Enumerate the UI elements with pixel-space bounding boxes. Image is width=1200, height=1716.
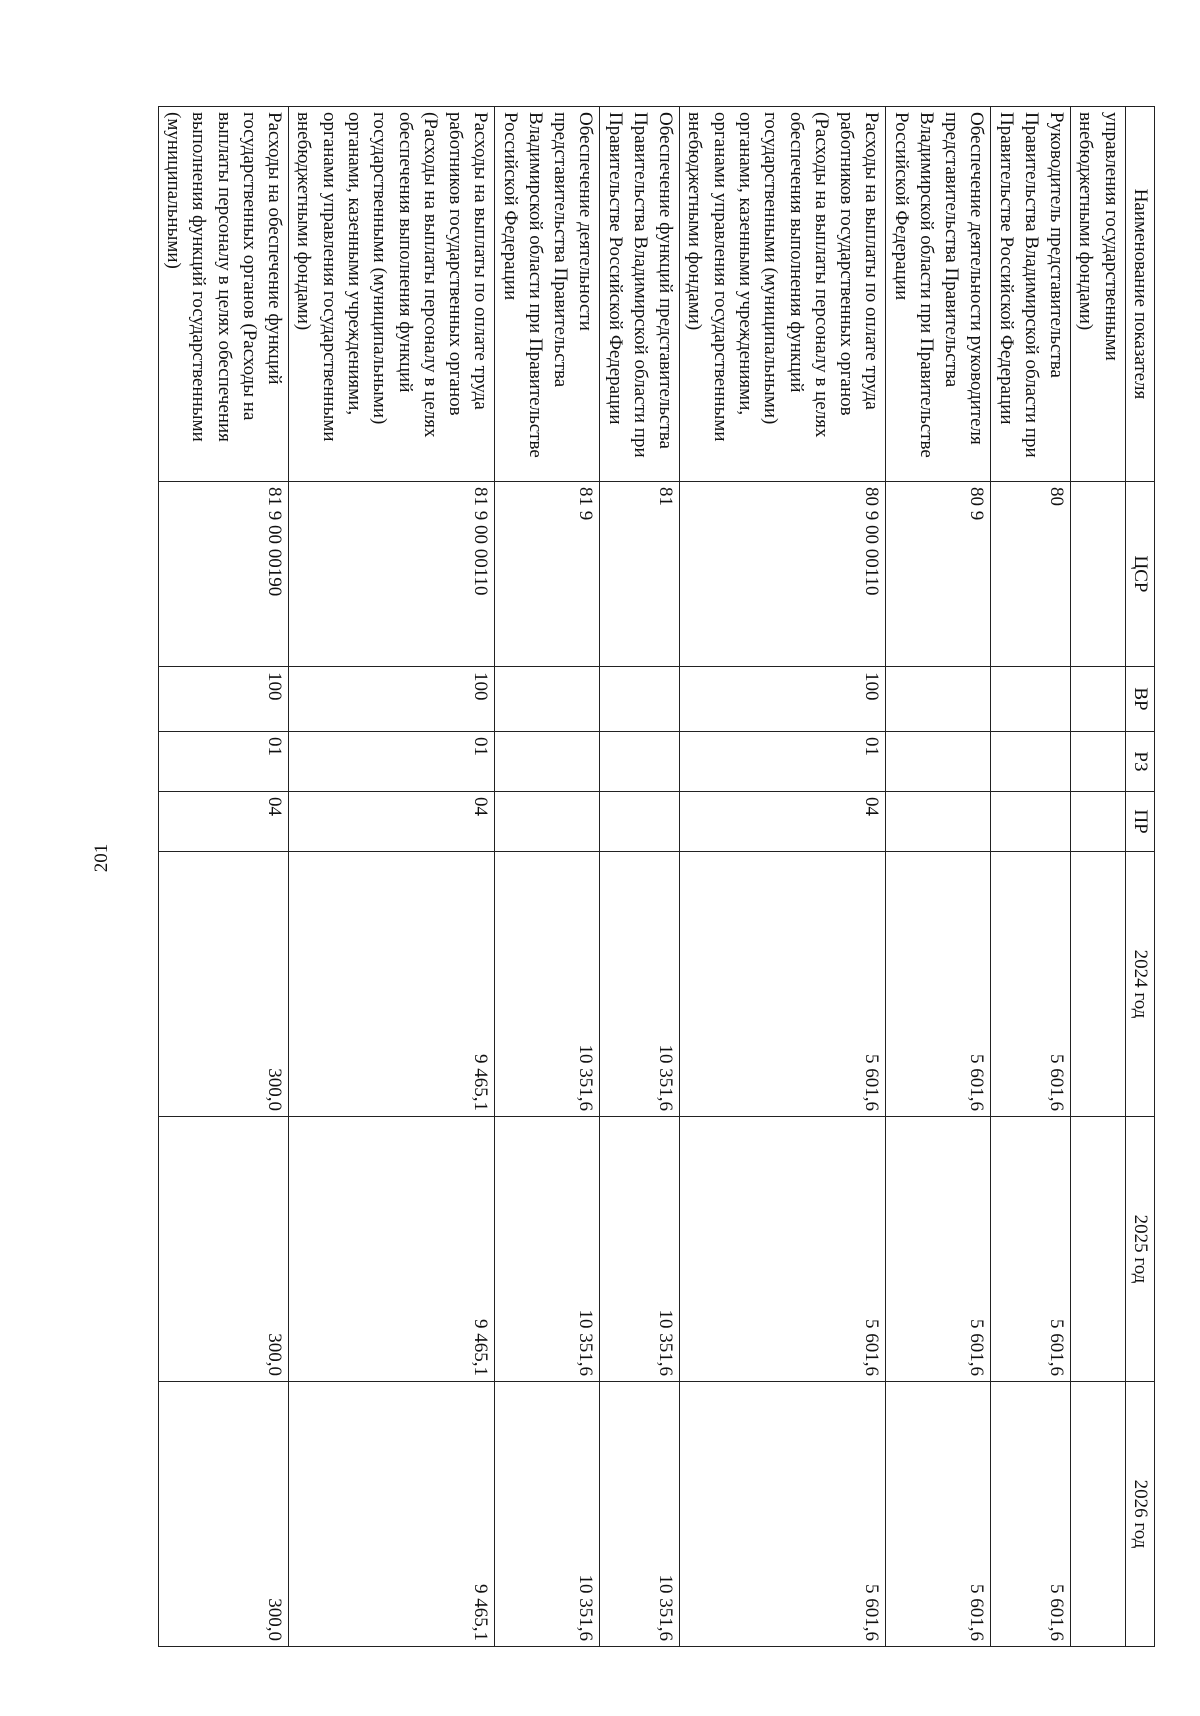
cell-rz: 01 <box>158 732 288 792</box>
cell-csr: 80 9 00 00110 <box>680 482 886 667</box>
cell-pr: 04 <box>680 792 886 852</box>
table-row <box>991 107 1071 1647</box>
cell-2024: 9 465,1 <box>289 852 495 1117</box>
header-name: Наименование показателя <box>1125 107 1154 482</box>
cell-rz <box>1071 732 1126 792</box>
cell-2024 <box>1071 852 1126 1117</box>
cell-2024: 5 601,6 <box>680 852 886 1117</box>
cell-vr <box>600 667 680 732</box>
cell-2025: 9 465,1 <box>289 1117 495 1382</box>
cell-csr <box>1071 482 1126 667</box>
cell-2026 <box>1071 1382 1126 1647</box>
cell-rz: 01 <box>289 732 495 792</box>
cell-pr: 04 <box>289 792 495 852</box>
cell-pr <box>886 792 991 852</box>
cell-2025: 5 601,6 <box>886 1117 991 1382</box>
cell-name: Расходы на выплаты по оплате труда работников государственных органов (Расходы на выплаты персоналу в целях обеспечения выполнения функций государственными (муниципальными) органами, казенными учреждениями, органами управления государственными внебюджетными фондами) <box>289 107 495 482</box>
cell-vr <box>1071 667 1126 732</box>
header-csr: ЦСР <box>1125 482 1154 667</box>
cell-vr <box>495 667 600 732</box>
cell-2024: 10 351,6 <box>495 852 600 1117</box>
header-2024: 2024 год <box>1125 852 1154 1117</box>
budget-table <box>158 106 1155 1647</box>
cell-2025: 5 601,6 <box>991 1117 1071 1382</box>
cell-2026: 9 465,1 <box>289 1382 495 1647</box>
table-header-row <box>1125 107 1154 1647</box>
cell-rz <box>495 732 600 792</box>
table-row <box>680 107 886 1647</box>
cell-pr <box>600 792 680 852</box>
table-row <box>495 107 600 1647</box>
cell-csr: 81 <box>600 482 680 667</box>
header-pr: ПР <box>1125 792 1154 852</box>
header-rz: РЗ <box>1125 732 1154 792</box>
cell-2025 <box>1071 1117 1126 1382</box>
cell-2026: 5 601,6 <box>680 1382 886 1647</box>
cell-rz <box>991 732 1071 792</box>
cell-vr: 100 <box>158 667 288 732</box>
cell-rz: 01 <box>680 732 886 792</box>
header-2026: 2026 год <box>1125 1382 1154 1647</box>
cell-name: Расходы на обеспечение функций государственных органов (Расходы на выплаты персоналу в целях обеспечения выполнения функций государственными (муниципальными) <box>158 107 288 482</box>
cell-csr: 80 9 <box>886 482 991 667</box>
cell-2025: 10 351,6 <box>495 1117 600 1382</box>
header-vr: ВР <box>1125 667 1154 732</box>
page-number: 201 <box>91 843 112 873</box>
header-2025: 2025 год <box>1125 1117 1154 1382</box>
cell-2024: 5 601,6 <box>886 852 991 1117</box>
budget-table-container <box>163 106 1155 1646</box>
cell-name: Обеспечение функций представительства Правительства Владимирской области при Правительстве Российской Федерации <box>600 107 680 482</box>
cell-2025: 5 601,6 <box>680 1117 886 1382</box>
cell-2024: 10 351,6 <box>600 852 680 1117</box>
cell-vr <box>991 667 1071 732</box>
table-row <box>289 107 495 1647</box>
cell-pr <box>495 792 600 852</box>
cell-csr: 81 9 00 00110 <box>289 482 495 667</box>
cell-csr: 81 9 <box>495 482 600 667</box>
table-row <box>886 107 991 1647</box>
cell-pr: 04 <box>158 792 288 852</box>
cell-csr: 80 <box>991 482 1071 667</box>
cell-name: Расходы на выплаты по оплате труда работников государственных органов (Расходы на выплаты персоналу в целях обеспечения выполнения функций государственными (муниципальными) органами, казенными учреждениями, органами управления государственными внебюджетными фондами) <box>680 107 886 482</box>
cell-rz <box>600 732 680 792</box>
cell-2026: 10 351,6 <box>600 1382 680 1647</box>
cell-name: Руководитель представительства Правительства Владимирской области при Правительстве Российской Федерации <box>991 107 1071 482</box>
cell-2024: 5 601,6 <box>991 852 1071 1117</box>
table-row <box>158 107 288 1647</box>
cell-name: управления государственными внебюджетными фондами) <box>1071 107 1126 482</box>
cell-vr <box>886 667 991 732</box>
table-row <box>1071 107 1126 1647</box>
table-row <box>600 107 680 1647</box>
cell-name: Обеспечение деятельности представительства Правительства Владимирской области при Правительстве Российской Федерации <box>495 107 600 482</box>
cell-pr <box>1071 792 1126 852</box>
cell-2024: 300,0 <box>158 852 288 1117</box>
cell-2025: 300,0 <box>158 1117 288 1382</box>
cell-rz <box>886 732 991 792</box>
cell-2026: 10 351,6 <box>495 1382 600 1647</box>
cell-2026: 5 601,6 <box>991 1382 1071 1647</box>
cell-vr: 100 <box>289 667 495 732</box>
cell-name: Обеспечение деятельности руководителя представительства Правительства Владимирской области при Правительстве Российской Федерации <box>886 107 991 482</box>
cell-vr: 100 <box>680 667 886 732</box>
cell-2025: 10 351,6 <box>600 1117 680 1382</box>
cell-2026: 300,0 <box>158 1382 288 1647</box>
cell-csr: 81 9 00 00190 <box>158 482 288 667</box>
cell-2026: 5 601,6 <box>886 1382 991 1647</box>
cell-pr <box>991 792 1071 852</box>
